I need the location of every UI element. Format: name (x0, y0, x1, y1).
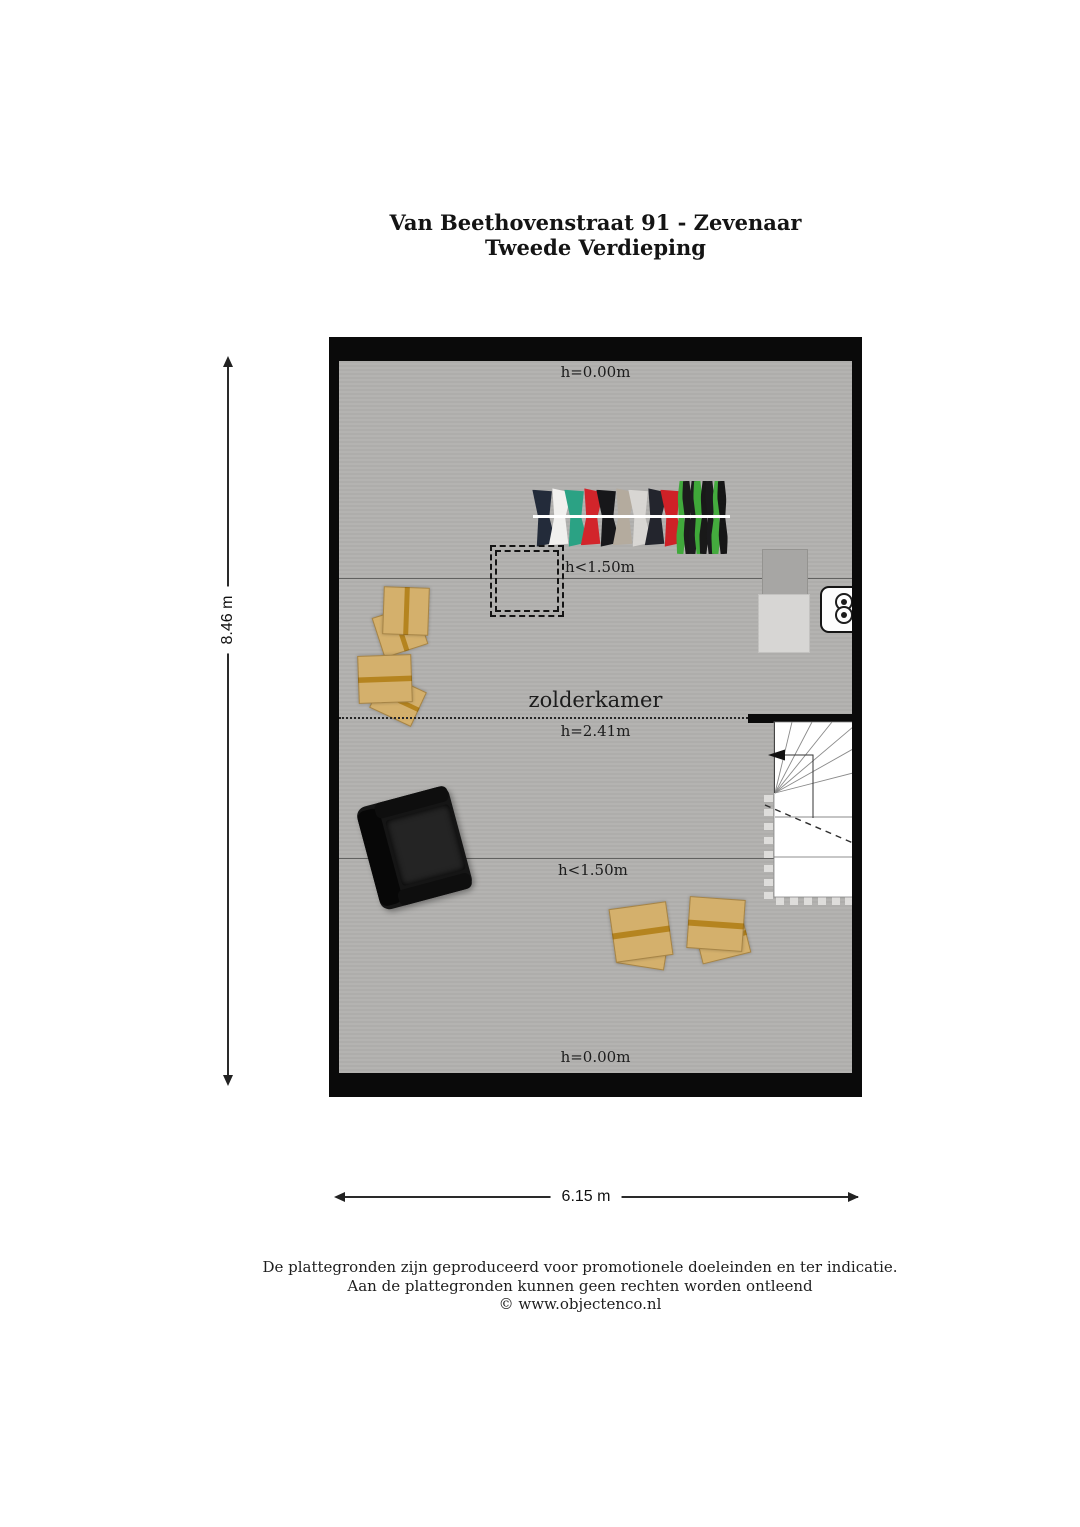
floor-area (339, 361, 852, 1073)
page-title (329, 210, 862, 260)
cabinet (762, 549, 808, 597)
copyright-line: © www.objectenco.nl (498, 1295, 662, 1313)
arrow-down-icon (223, 1075, 233, 1086)
arrow-right-icon (848, 1192, 859, 1202)
storage-box (758, 594, 810, 653)
cardboard-box (686, 896, 745, 952)
vertical-dimension-line (227, 362, 229, 1080)
room-divider-dotted-line (339, 717, 748, 719)
arrow-up-icon (223, 356, 233, 367)
disclaimer-line-2: Aan de plattegronden kunnen geen rechten worden ontleend (347, 1276, 813, 1295)
floorplan-outline (329, 337, 862, 1097)
title-floor-name: Tweede Verdieping (485, 235, 706, 260)
armchair-seat (385, 804, 467, 887)
cardboard-box (609, 901, 674, 963)
cardboard-box (382, 586, 430, 636)
title-address: Van Beethovenstraat 91 - Zevenaar (389, 210, 802, 235)
disclaimer (100, 1258, 1060, 1314)
hatch-dashed-inner (495, 550, 559, 612)
armchair (355, 785, 474, 912)
height-label-ridge: h=2.41m (560, 722, 631, 740)
ventilation-unit (820, 586, 852, 633)
disclaimer-line-1: De plattegronden zijn geproduceerd voor promotionele doeleinden en ter indicatie. (262, 1258, 898, 1276)
height-label-lower-limit: h<1.50m (558, 861, 628, 879)
height-label-upper-limit: h<1.50m (565, 558, 635, 576)
room-name-label: zolderkamer (528, 688, 663, 712)
horizontal-dimension-label: 6.15 m (551, 1188, 622, 1206)
height-label-top: h=0.00m (560, 363, 631, 381)
vent-dial-icon (835, 606, 852, 624)
vertical-dimension-label: 8.46 m (219, 587, 237, 654)
hatch-dashed-outline (490, 545, 564, 617)
arrow-left-icon (334, 1192, 345, 1202)
clothes-rack (533, 480, 733, 554)
clothes-rail (533, 515, 730, 518)
staircase (764, 721, 852, 906)
height-label-bottom: h=0.00m (560, 1048, 631, 1066)
